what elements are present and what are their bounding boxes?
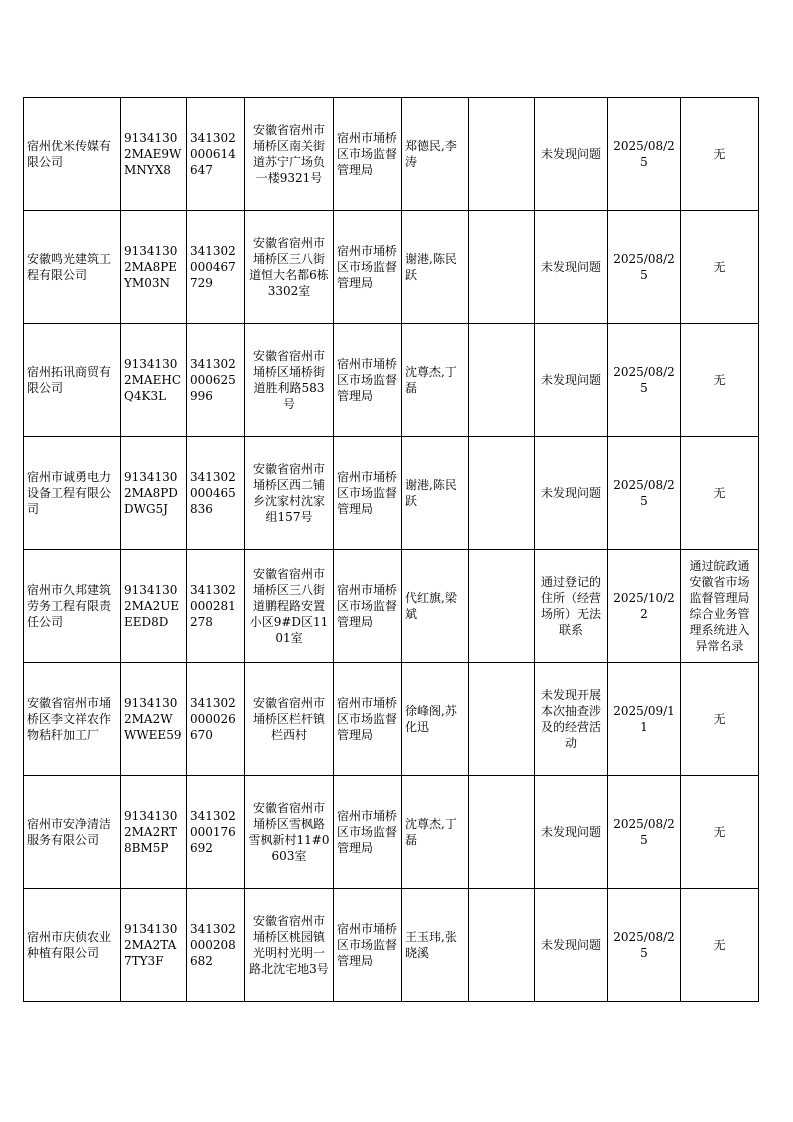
address-cell: 安徽省宿州市埇桥区雪枫路雪枫新村11#0603室	[245, 776, 334, 889]
inspectors-cell: 沈尊杰,丁磊	[402, 324, 469, 437]
registration-number-cell: 341302000176692	[187, 776, 245, 889]
authority-cell: 宿州市埇桥区市场监督管理局	[334, 98, 402, 211]
empty-cell	[469, 211, 535, 324]
registration-number-cell: 341302000208682	[187, 889, 245, 1002]
inspectors-cell: 代红旗,梁斌	[402, 550, 469, 663]
authority-cell: 宿州市埇桥区市场监督管理局	[334, 324, 402, 437]
company-name-cell: 安徽鸣光建筑工程有限公司	[24, 211, 121, 324]
company-name-cell: 宿州市庆侦农业种植有限公司	[24, 889, 121, 1002]
inspection-date-cell: 2025/10/22	[608, 550, 681, 663]
address-cell: 安徽省宿州市埇桥区西二铺乡沈家村沈家组157号	[245, 437, 334, 550]
remark-cell: 无	[681, 324, 759, 437]
empty-cell	[469, 889, 535, 1002]
inspection-result-cell: 未发现问题	[535, 211, 608, 324]
credit-code-cell: 91341302MAE9WMNYX8	[121, 98, 187, 211]
credit-code-cell: 91341302MA8PDDWG5J	[121, 437, 187, 550]
inspectors-cell: 谢港,陈民跃	[402, 211, 469, 324]
registration-number-cell: 341302000467729	[187, 211, 245, 324]
registration-number-cell: 341302000281278	[187, 550, 245, 663]
empty-cell	[469, 324, 535, 437]
inspection-result-cell: 未发现开展本次抽查涉及的经营活动	[535, 663, 608, 776]
registration-number-cell: 341302000625996	[187, 324, 245, 437]
inspection-date-cell: 2025/08/25	[608, 437, 681, 550]
table-row	[24, 98, 759, 211]
address-cell: 安徽省宿州市埇桥区桃园镇光明村光明一路北沈宅地3号	[245, 889, 334, 1002]
address-cell: 安徽省宿州市埇桥区三八街道鹏程路安置小区9#D区1101室	[245, 550, 334, 663]
inspectors-cell: 沈尊杰,丁磊	[402, 776, 469, 889]
remark-cell: 无	[681, 437, 759, 550]
empty-cell	[469, 550, 535, 663]
authority-cell: 宿州市埇桥区市场监督管理局	[334, 211, 402, 324]
company-name-cell: 宿州优米传媒有限公司	[24, 98, 121, 211]
inspectors-cell: 郑德民,李涛	[402, 98, 469, 211]
empty-cell	[469, 776, 535, 889]
inspection-date-cell: 2025/08/25	[608, 98, 681, 211]
inspection-result-cell: 未发现问题	[535, 889, 608, 1002]
inspectors-cell: 徐峰阁,苏化迅	[402, 663, 469, 776]
authority-cell: 宿州市埇桥区市场监督管理局	[334, 889, 402, 1002]
address-cell: 安徽省宿州市埇桥区三八街道恒大名都6栋3302室	[245, 211, 334, 324]
authority-cell: 宿州市埇桥区市场监督管理局	[334, 776, 402, 889]
inspectors-cell: 王玉玮,张晓溪	[402, 889, 469, 1002]
credit-code-cell: 91341302MA2UEEED8D	[121, 550, 187, 663]
company-name-cell: 宿州市诚勇电力设备工程有限公司	[24, 437, 121, 550]
authority-cell: 宿州市埇桥区市场监督管理局	[334, 550, 402, 663]
company-name-cell: 安徽省宿州市埇桥区李文祥农作物秸秆加工厂	[24, 663, 121, 776]
inspection-results-table	[23, 97, 759, 1002]
inspection-result-cell: 未发现问题	[535, 324, 608, 437]
credit-code-cell: 91341302MAEHCQ4K3L	[121, 324, 187, 437]
inspection-date-cell: 2025/08/25	[608, 211, 681, 324]
empty-cell	[469, 663, 535, 776]
table-row	[24, 663, 759, 776]
company-name-cell: 宿州市安净清洁服务有限公司	[24, 776, 121, 889]
remark-cell: 通过皖政通安徽省市场监督管理局综合业务管理系统进入异常名录	[681, 550, 759, 663]
inspection-date-cell: 2025/08/25	[608, 324, 681, 437]
inspection-result-cell: 未发现问题	[535, 776, 608, 889]
inspection-date-cell: 2025/08/25	[608, 776, 681, 889]
empty-cell	[469, 437, 535, 550]
table-row	[24, 550, 759, 663]
registration-number-cell: 341302000614647	[187, 98, 245, 211]
authority-cell: 宿州市埇桥区市场监督管理局	[334, 663, 402, 776]
remark-cell: 无	[681, 98, 759, 211]
remark-cell: 无	[681, 776, 759, 889]
table-body	[24, 98, 759, 1002]
inspection-date-cell: 2025/08/25	[608, 889, 681, 1002]
credit-code-cell: 91341302MA2TA7TY3F	[121, 889, 187, 1002]
table-row	[24, 776, 759, 889]
inspection-date-cell: 2025/09/11	[608, 663, 681, 776]
remark-cell: 无	[681, 663, 759, 776]
remark-cell: 无	[681, 211, 759, 324]
address-cell: 安徽省宿州市埇桥区栏杆镇栏西村	[245, 663, 334, 776]
registration-number-cell: 341302000465836	[187, 437, 245, 550]
table-row	[24, 889, 759, 1002]
table-row	[24, 437, 759, 550]
inspection-result-cell: 未发现问题	[535, 98, 608, 211]
table-row	[24, 324, 759, 437]
address-cell: 安徽省宿州市埇桥区埇桥街道胜利路583号	[245, 324, 334, 437]
credit-code-cell: 91341302MA8PEYM03N	[121, 211, 187, 324]
credit-code-cell: 91341302MA2WWWEE59	[121, 663, 187, 776]
company-name-cell: 宿州市久邦建筑劳务工程有限责任公司	[24, 550, 121, 663]
remark-cell: 无	[681, 889, 759, 1002]
authority-cell: 宿州市埇桥区市场监督管理局	[334, 437, 402, 550]
credit-code-cell: 91341302MA2RT8BM5P	[121, 776, 187, 889]
inspectors-cell: 谢港,陈民跃	[402, 437, 469, 550]
inspection-result-cell: 未发现问题	[535, 437, 608, 550]
registration-number-cell: 341302000026670	[187, 663, 245, 776]
inspection-result-cell: 通过登记的住所（经营场所）无法联系	[535, 550, 608, 663]
company-name-cell: 宿州拓讯商贸有限公司	[24, 324, 121, 437]
empty-cell	[469, 98, 535, 211]
address-cell: 安徽省宿州市埇桥区南关街道苏宁广场负一楼9321号	[245, 98, 334, 211]
table-row	[24, 211, 759, 324]
